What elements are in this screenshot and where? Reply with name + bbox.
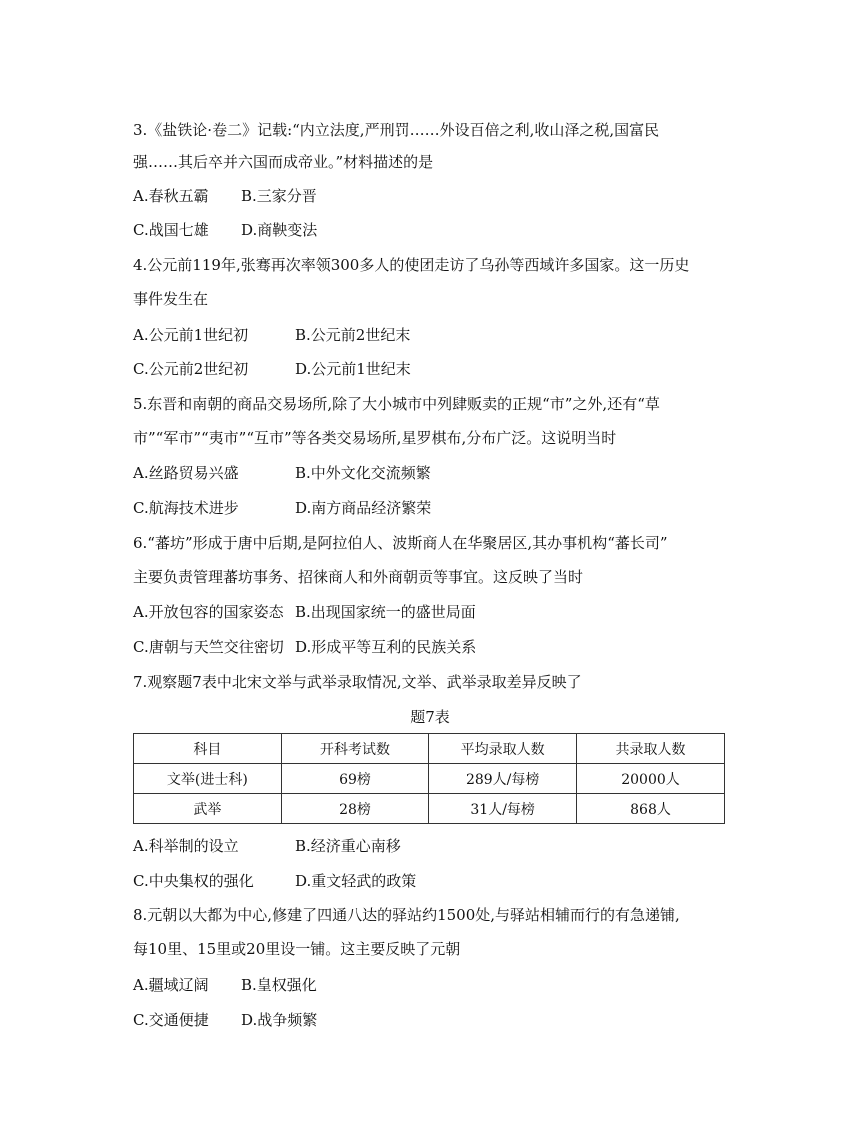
q6-option-a: A.开放包容的国家姿态: [133, 603, 284, 621]
table-cell: 20000人: [577, 764, 725, 794]
q5-option-b: B.中外文化交流频繁: [295, 464, 431, 482]
q3-stem-line1: 3.《盐铁论·卷二》记载:“内立法度,严刑罚……外设百倍之利,收山泽之税,国富民: [133, 121, 660, 139]
table-row: [134, 794, 725, 824]
table-cell: 28榜: [281, 794, 429, 824]
q7-table-caption: 题7表: [410, 708, 450, 726]
q8-option-c: C.交通便捷: [133, 1011, 209, 1029]
q5-option-c: C.航海技术进步: [133, 499, 239, 517]
q5-option-a: A.丝路贸易兴盛: [133, 464, 239, 482]
q3-option-d: D.商鞅变法: [241, 221, 318, 239]
q6-option-c: C.唐朝与天竺交往密切: [133, 638, 284, 656]
q6-option-d: D.形成平等互利的民族关系: [295, 638, 477, 656]
q6-stem-line1: 6.“蕃坊”形成于唐中后期,是阿拉伯人、波斯商人在华聚居区,其办事机构“蕃长司”: [133, 534, 668, 552]
q5-option-d: D.南方商品经济繁荣: [295, 499, 432, 517]
q6-stem-line2: 主要负责管理蕃坊事务、招徕商人和外商朝贡等事宜。这反映了当时: [133, 568, 584, 586]
q3-option-a: A.春秋五霸: [133, 187, 209, 205]
q3-stem-line2: 强……其后卒并六国而成帝业。”材料描述的是: [133, 153, 434, 171]
q4-option-a: A.公元前1世纪初: [133, 326, 249, 344]
table-header-row: [134, 734, 725, 764]
table-cell: 289人/每榜: [429, 764, 577, 794]
table-header-cell: 开科考试数: [281, 734, 429, 764]
q8-option-a: A.疆域辽阔: [133, 976, 209, 994]
q4-stem-line1: 4.公元前119年,张骞再次率领300多人的使团走访了乌孙等西域许多国家。这一历史: [133, 256, 690, 274]
q5-stem-line1: 5.东晋和南朝的商品交易场所,除了大小城市中列肆贩卖的正规“市”之外,还有“草: [133, 395, 660, 413]
q7-option-c: C.中央集权的强化: [133, 872, 254, 890]
table-cell: 武举: [134, 794, 282, 824]
q8-option-b: B.皇权强化: [241, 976, 317, 994]
table-cell: 31人/每榜: [429, 794, 577, 824]
q7-table: [133, 733, 725, 824]
q6-option-b: B.出现国家统一的盛世局面: [295, 603, 476, 621]
table-row: [134, 764, 725, 794]
q8-stem-line2: 每10里、15里或20里设一铺。这主要反映了元朝: [133, 940, 461, 958]
q7-option-b: B.经济重心南移: [295, 837, 401, 855]
table-cell: 868人: [577, 794, 725, 824]
q4-stem-line2: 事件发生在: [133, 290, 209, 308]
table-header-cell: 平均录取人数: [429, 734, 577, 764]
q7-stem-line1: 7.观察题7表中北宋文举与武举录取情况,文举、武举录取差异反映了: [133, 673, 582, 691]
q8-option-d: D.战争频繁: [241, 1011, 318, 1029]
table-header-cell: 共录取人数: [577, 734, 725, 764]
q4-option-b: B.公元前2世纪末: [295, 326, 411, 344]
q3-option-b: B.三家分晋: [241, 187, 317, 205]
q3-option-c: C.战国七雄: [133, 221, 209, 239]
q7-option-a: A.科举制的设立: [133, 837, 239, 855]
table-cell: 文举(进士科): [134, 764, 282, 794]
q4-option-d: D.公元前1世纪末: [295, 360, 411, 378]
q8-stem-line1: 8.元朝以大都为中心,修建了四通八达的驿站约1500处,与驿站相辅而行的有急递铺,: [133, 906, 680, 924]
q5-stem-line2: 市”“军市”“夷市”“互市”等各类交易场所,星罗棋布,分布广泛。这说明当时: [133, 429, 617, 447]
q4-option-c: C.公元前2世纪初: [133, 360, 249, 378]
q7-option-d: D.重文轻武的政策: [295, 872, 417, 890]
table-header-cell: 科目: [134, 734, 282, 764]
table-cell: 69榜: [281, 764, 429, 794]
